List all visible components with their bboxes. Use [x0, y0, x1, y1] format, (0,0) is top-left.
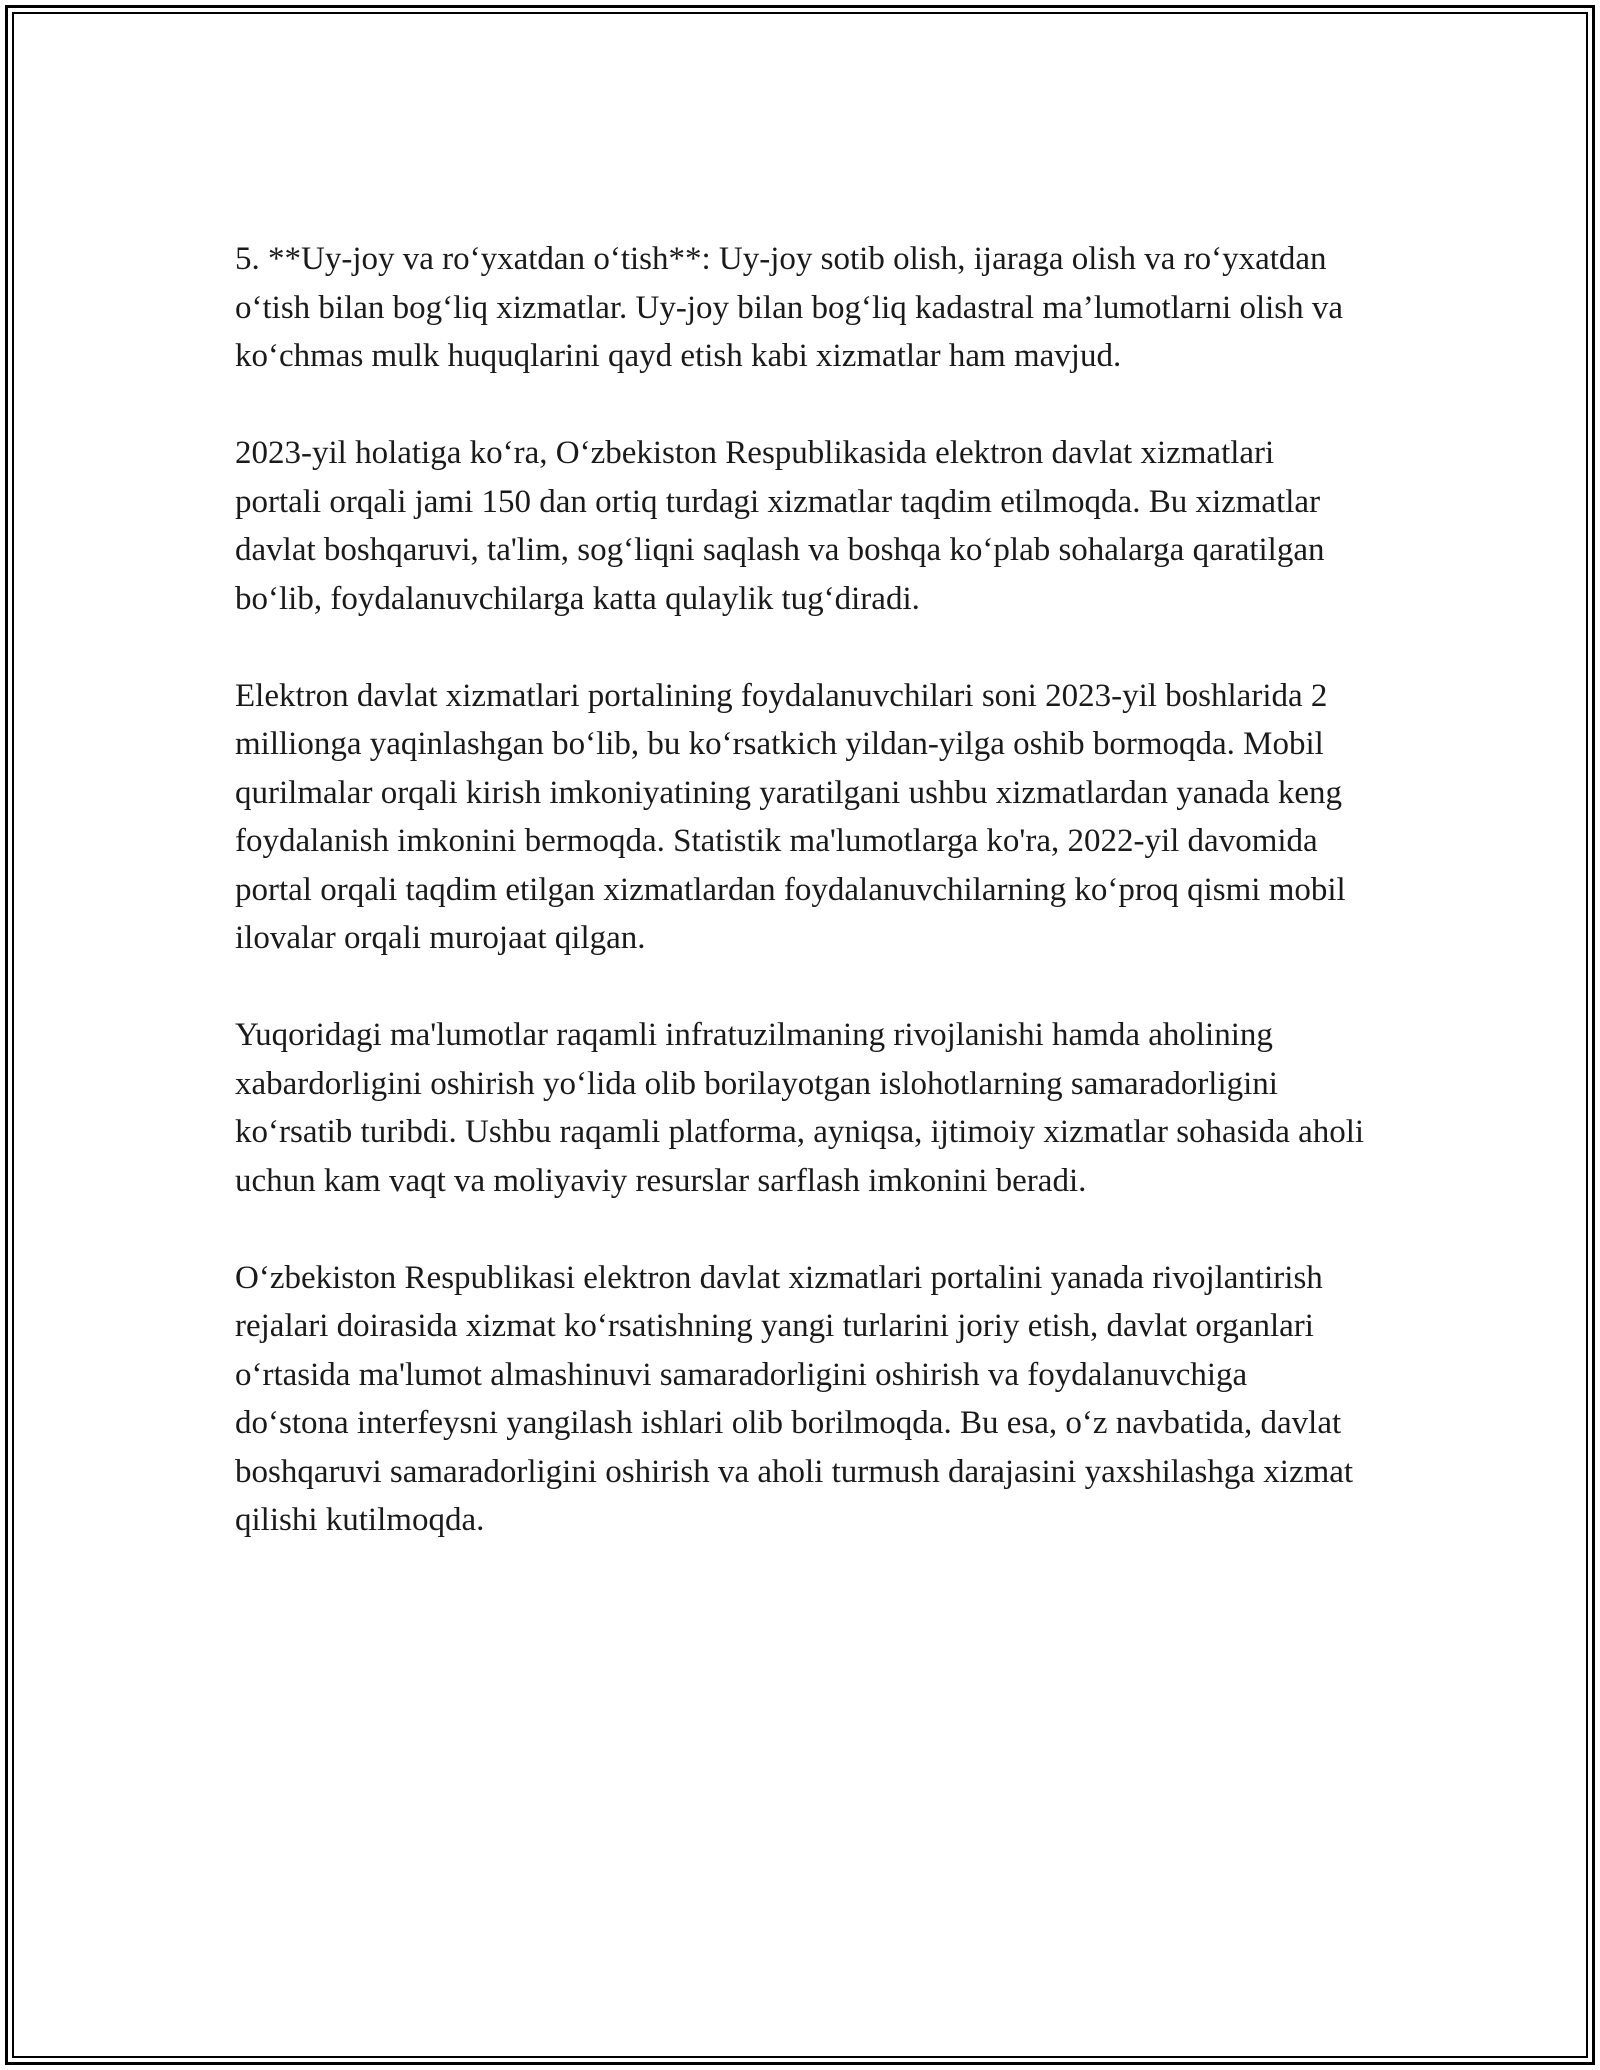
paragraph-housing-registration: 5. **Uy-joy va ro‘yxatdan o‘tish**: Uy-joy sotib olish, ijaraga olish va ro‘yxatdan o‘tish bilan bog‘liq xizmatlar. Uy-joy bilan bog‘liq kadastral ma’lumotlarni olish va ko‘chmas mulk huquqlarini qayd etish kabi xizmatlar ham mavjud. [235, 241, 1344, 374]
paragraph-portal-users: Elektron davlat xizmatlari portalining foydalanuvchilari soni 2023-yil boshlarida 2 millionga yaqinlashgan bo‘lib, bu ko‘rsatkich yildan-yilga oshib bormoqda. Mobil qurilmalar orqali kirish imkoniyatining yaratilgani ushbu xizmatlardan yanada keng foydalanish imkonini bermoqda. Statistik ma'lumotlarga ko'ra, 2022-yil davomida portal orqali taqdim etilgan xizmatlardan foydalanuvchilarning ko‘proq qismi mobil ilovalar orqali murojaat qilgan. [235, 677, 1346, 956]
paragraph-digital-infrastructure: Yuqoridagi ma'lumotlar raqamli infratuzilmaning rivojlanishi hamda aholining xabardorligini oshirish yo‘lida olib borilayotgan islohotlarning samaradorligini ko‘rsatib turibdi. Ushbu raqamli platforma, ayniqsa, ijtimoiy xizmatlar sohasida aholi uchun kam vaqt va moliyaviy resurslar sarflash imkonini beradi. [235, 1017, 1365, 1199]
paragraph-services-count: 2023-yil holatiga ko‘ra, O‘zbekiston Respublikasida elektron davlat xizmatlari portali orqali jami 150 dan ortiq turdagi xizmatlar taqdim etilmoqda. Bu xizmatlar davlat boshqaruvi, ta'lim, sog‘liqni saqlash va boshqa ko‘plab sohalarga qaratilgan bo‘lib, foydalanuvchilarga katta qulaylik tug‘diradi. [235, 435, 1325, 617]
document-body [235, 235, 1365, 1593]
paragraph-development-plans: O‘zbekiston Respublikasi elektron davlat xizmatlari portalini yanada rivojlantirish rejalari doirasida xizmat ko‘rsatishning yangi turlarini joriy etish, davlat organlari o‘rtasida ma'lumot almashinuvi samaradorligini oshirish va foydalanuvchiga do‘stona interfeysni yangilash ishlari olib borilmoqda. Bu esa, o‘z navbatida, davlat boshqaruvi samaradorligini oshirish va aholi turmush darajasini yaxshilashga xizmat qilishi kutilmoqda. [235, 1259, 1354, 1538]
